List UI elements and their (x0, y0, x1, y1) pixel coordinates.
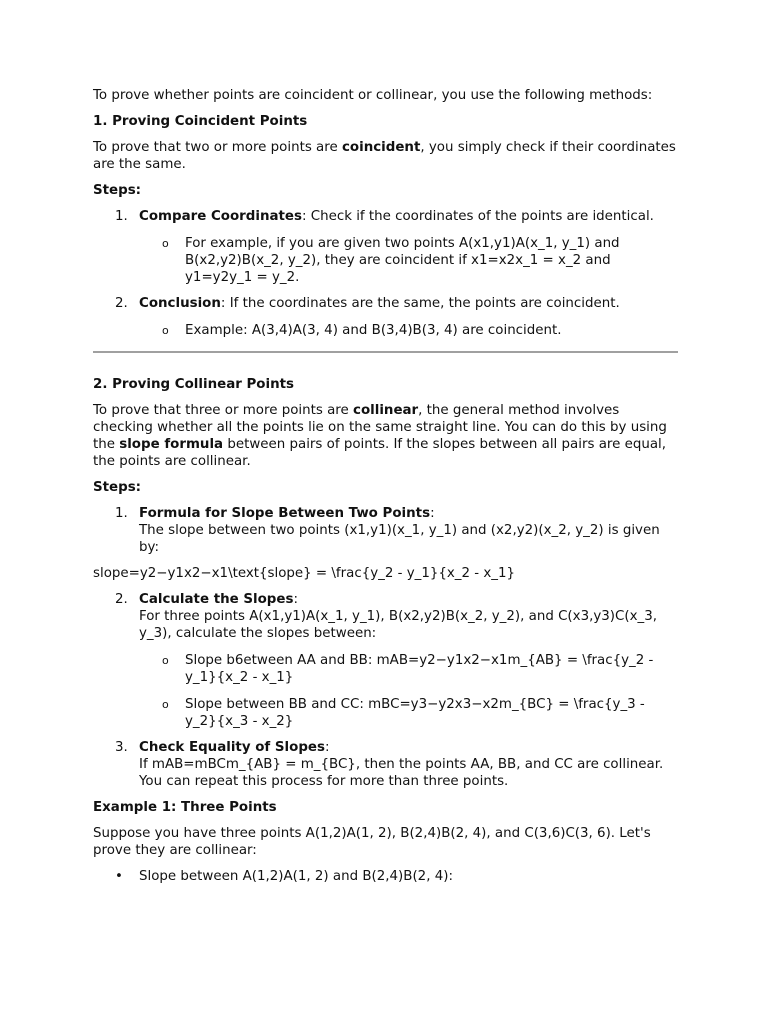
section2-step-1 (93, 505, 678, 556)
horizontal-divider (93, 351, 678, 353)
section2-steps-list-a (93, 505, 678, 556)
section1-description (93, 139, 678, 173)
step-title: Check Equality of Slopes (139, 740, 325, 755)
step-sub-item (139, 322, 678, 339)
step-sub-text: Slope b6etween AA and BB: mAB=y2−y1x2−x1m_{AB} = \frac{y_2 - y_1}{x_2 - x_1} (185, 653, 654, 685)
step-sub-text: Slope between BB and CC: mBC=y3−y2x3−x2m_{BC} = \frac{y_3 - y_2}{x_3 - x_2} (185, 697, 645, 729)
step-colon: : (293, 592, 298, 607)
intro-paragraph: To prove whether points are coincident or collinear, you use the following methods: (93, 88, 653, 103)
step-number: 1. (115, 209, 128, 224)
step-text: For three points A(x1,y1)A(x_1, y_1), B(x2,y2)B(x_2, y_2), and C(x3,y3)C(x_3, y_3), calculate the slopes between: (139, 609, 657, 641)
step-text: If mAB=mBCm_{AB} = m_{BC}, then the points AA, BB, and CC are collinear. You can repeat this process for more than three points. (139, 757, 664, 789)
section1-step-2 (93, 295, 678, 339)
circle-bullet-icon: o (162, 324, 169, 337)
section1-steps-list (93, 208, 678, 339)
section2-step-3 (93, 739, 678, 790)
step-sub-item (139, 696, 678, 730)
step-colon: : (324, 740, 330, 755)
circle-bullet-icon: o (162, 237, 169, 250)
section2-description (93, 402, 678, 470)
step-sub-text: For example, if you are given two points A(x1,y1)A(x_1, y_1) and B(x2,y2)B(x_2, y_2), they are coincident if x1=x2x_1 = x_2 and y1=y2y_1 = y_2. (185, 236, 620, 285)
section2-desc-part3: between pairs of points. If the slopes between all pairs are equal, the points are collinear. (93, 437, 667, 469)
section1-desc-before: To prove that two or more points are (93, 140, 342, 155)
example1-text: Suppose you have three points A(1,2)A(1, 2), B(2,4)B(2, 4), and C(3,6)C(3, 6). Let's prove they are collinear: (93, 826, 651, 858)
step-sub-list (139, 652, 678, 730)
section1-desc-bold: coincident (341, 140, 421, 155)
section2-step-2 (93, 591, 678, 730)
document-page (93, 87, 678, 885)
step-sub-text: Example: A(3,4)A(3, 4) and B(3,4)B(3, 4) are coincident. (185, 323, 562, 338)
step-number: 1. (115, 506, 128, 521)
step-number: 3. (115, 740, 128, 755)
section2-desc-part2: , the general method involves checking whether all the points lie on the same straight line. You can do this by using the (93, 403, 667, 452)
step-text: : Check if the coordinates of the points are identical. (301, 209, 654, 224)
step-sub-list (139, 235, 678, 286)
step-title: Conclusion (139, 296, 221, 311)
example1-heading: Example 1: Three Points (93, 800, 277, 815)
circle-bullet-icon: o (162, 654, 169, 667)
section1-heading: 1. Proving Coincident Points (93, 114, 308, 129)
step-sub-list (139, 322, 678, 339)
step-number: 2. (115, 592, 128, 607)
section2-steps-label: Steps: (93, 480, 142, 495)
step-colon: : (430, 506, 435, 521)
section1-step-1 (93, 208, 678, 286)
step-title: Compare Coordinates (139, 209, 302, 224)
section1-steps-label: Steps: (93, 183, 142, 198)
bullet-dot-icon: • (115, 869, 123, 884)
step-sub-item (139, 235, 678, 286)
section2-desc-bold1: collinear (353, 403, 419, 418)
step-text: The slope between two points (x1,y1)(x_1, y_1) and (x2,y2)(x_2, y_2) is given by: (139, 523, 660, 555)
circle-bullet-icon: o (162, 698, 169, 711)
section2-desc-part1: To prove that three or more points are (93, 403, 353, 418)
example1-bullet-item (93, 868, 678, 885)
example1-bullet-text: Slope between A(1,2)A(1, 2) and B(2,4)B(2, 4): (139, 869, 453, 884)
step-sub-item (139, 652, 678, 686)
example1-bullet-list (93, 868, 678, 885)
section2-desc-bold2: slope formula (119, 437, 224, 452)
section2-heading: 2. Proving Collinear Points (93, 377, 295, 392)
step-number: 2. (115, 296, 128, 311)
step-text: : If the coordinates are the same, the points are coincident. (220, 296, 620, 311)
step-title: Calculate the Slopes (139, 592, 294, 607)
section1-desc-after: , you simply check if their coordinates are the same. (93, 140, 676, 172)
section2-steps-list-b (93, 591, 678, 790)
slope-formula: slope=y2−y1x2−x1\text{slope} = \frac{y_2 - y_1}{x_2 - x_1} (93, 566, 516, 581)
step-title: Formula for Slope Between Two Points (139, 506, 431, 521)
